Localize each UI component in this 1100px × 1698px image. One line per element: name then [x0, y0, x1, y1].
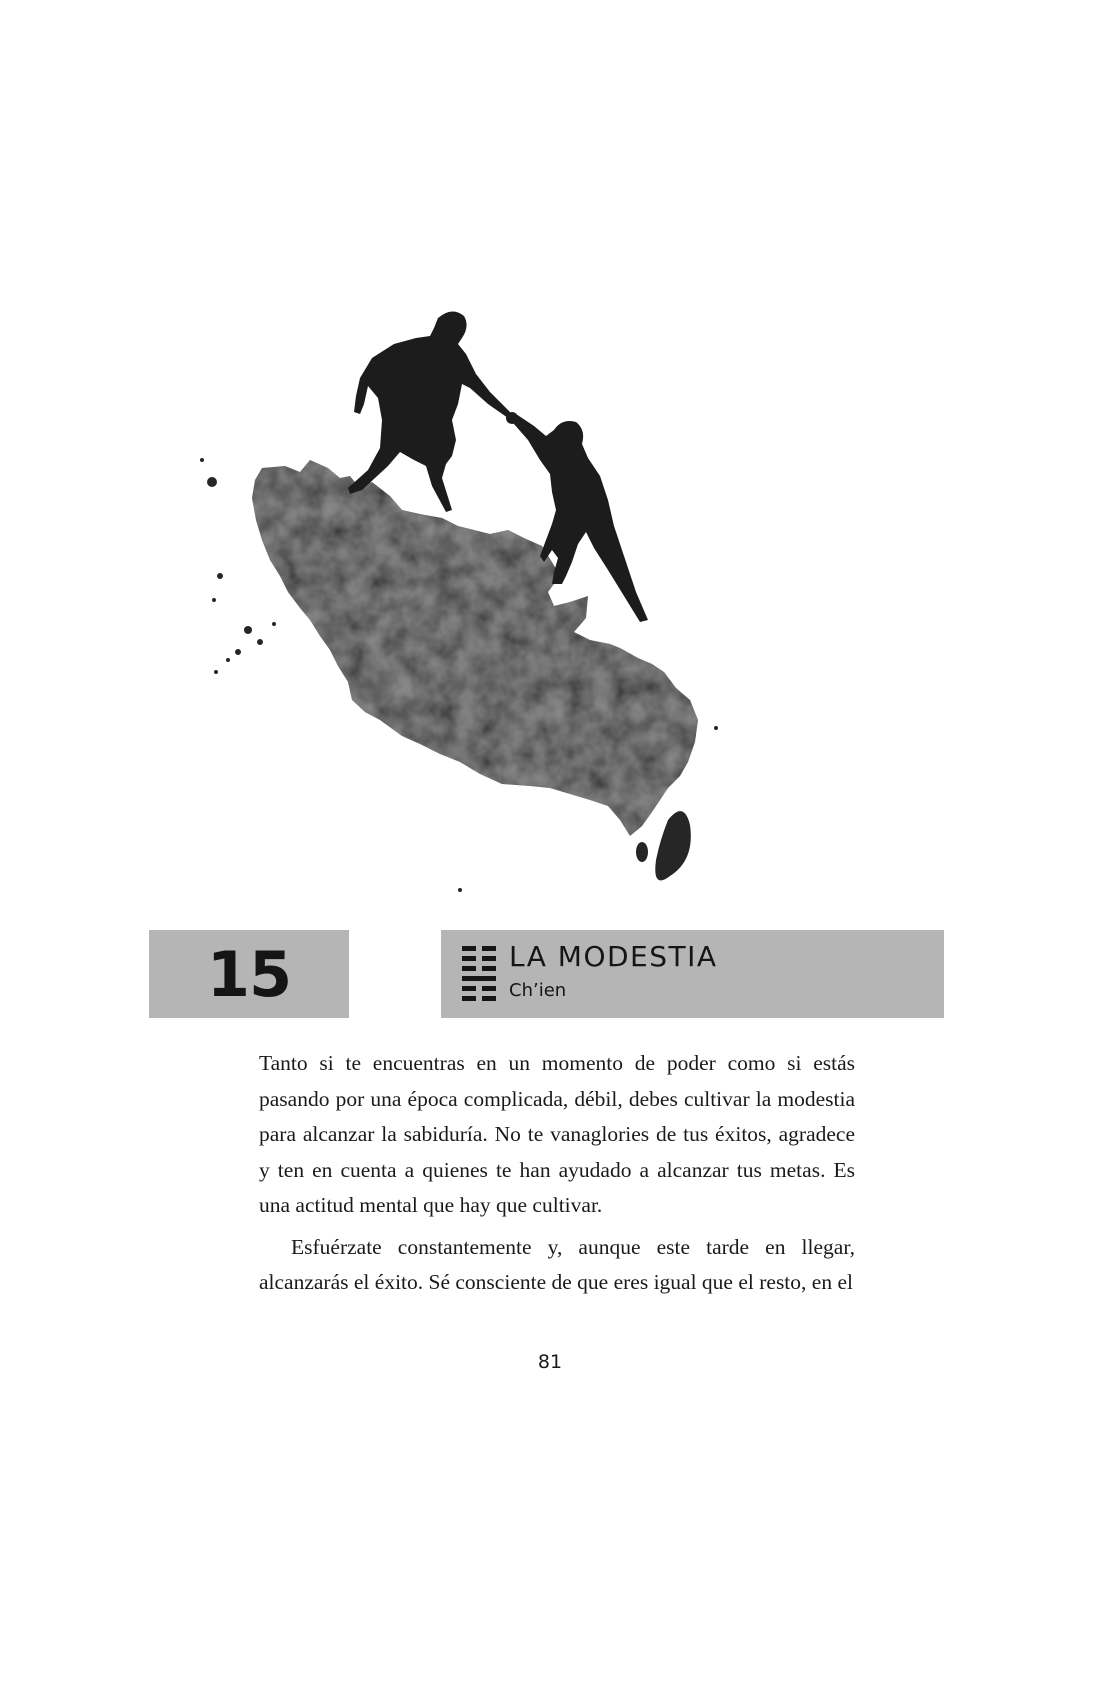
ink-spatter: [212, 598, 216, 602]
page-number: 81: [537, 1351, 563, 1373]
ink-drop: [636, 842, 648, 862]
ink-blot-rock: [252, 460, 698, 836]
ink-spatter: [235, 649, 241, 655]
ink-spatter: [458, 888, 462, 892]
ink-spatter: [257, 639, 263, 645]
ink-spatter: [272, 622, 276, 626]
climbers-illustration: [190, 300, 830, 930]
man-silhouette: [348, 311, 510, 512]
ink-spatter: [207, 477, 217, 487]
chapter-subtitle: Ch’ien: [509, 980, 567, 1001]
paragraph: Esfuérzate constantemente y, aunque este tarde en llegar, alcanzarás el éxito. Sé consciente de que eres igual que el resto, en el: [259, 1234, 855, 1294]
ink-spatter: [226, 658, 230, 662]
ink-spatter: [214, 670, 218, 674]
body-text: [259, 1046, 855, 1301]
ink-spatter: [200, 458, 204, 462]
ink-spatter: [714, 726, 718, 730]
chapter-title: LA MODESTIA: [509, 940, 718, 973]
chapter-title-band: [441, 930, 944, 1018]
paragraph: Tanto si te encuentras en un momento de poder como si estás pasando por una época complicada, débil, debes cultivar la modestia para alcanzar la sabiduría. No te vanaglories de tus éxitos, agradece y ten en cuenta a quienes te han ayudado a alcanzar tus metas. Es una actitud mental que hay que cultivar.: [259, 1051, 855, 1217]
chapter-number: 15: [206, 937, 292, 1011]
hexagram-15-icon: [462, 946, 496, 1002]
ink-spatter: [244, 626, 252, 634]
chapter-number-band: [149, 930, 349, 1018]
ink-drip: [655, 811, 691, 880]
ink-spatter: [217, 573, 223, 579]
